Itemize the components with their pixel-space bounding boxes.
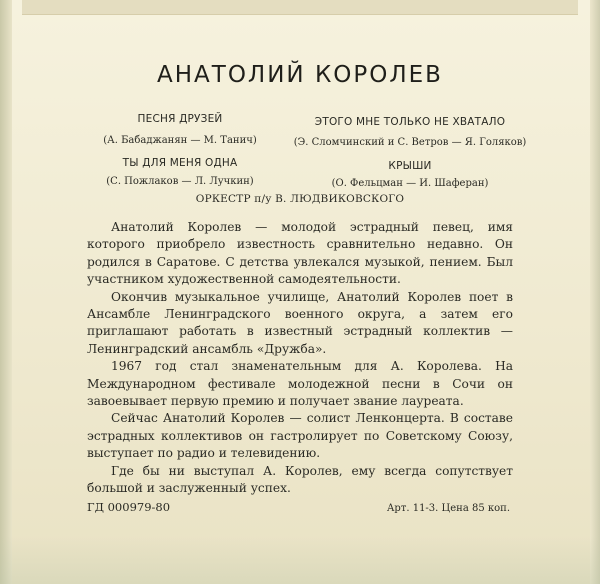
song-credits-1: (А. Бабаджанян — М. Танич) — [103, 135, 257, 146]
bio-paragraph-3: 1967 год стал знаменательным для А. Королева. На Международном фестивале молодежной песни в Сочи он завоевывает первую премию и получает звание лауреата. — [87, 359, 513, 409]
orchestra-credit: ОРКЕСТР п/у В. ЛЮДВИКОВСКОГО — [195, 193, 405, 205]
song-credits-3: (С. Пожлаков — Л. Лучкин) — [106, 176, 254, 187]
song-title-4: КРЫШИ — [388, 160, 432, 172]
song-credits-4: (О. Фельцман — И. Шаферан) — [331, 178, 489, 189]
biography-text — [87, 219, 513, 498]
sleeve-top-flap — [22, 0, 578, 15]
price-line: Арт. 11-3. Цена 85 коп. — [386, 503, 510, 514]
catalog-number: ГД 000979-80 — [87, 500, 171, 514]
song-title-2: ЭТОГО МНЕ ТОЛЬКО НЕ ХВАТАЛО — [314, 116, 506, 128]
sleeve-bottom-shade — [0, 536, 600, 584]
song-credits-2: (Э. Сломчинский и С. Ветров — Я. Голяков) — [293, 137, 527, 148]
bio-paragraph-4: Сейчас Анатолий Королев — солист Ленконцерта. В составе эстрадных коллективов он гастролирует по Советскому Союзу, выступает по радио и телевидению. — [87, 411, 513, 461]
bio-paragraph-1: Анатолий Королев — молодой эстрадный певец, имя которого приобрело известность сравнительно недавно. Он родился в Саратове. С детства увлекался музыкой, пением. Был участником художественной самодеятельности. — [87, 220, 513, 287]
song-title-1: ПЕСНЯ ДРУЗЕЙ — [137, 113, 223, 125]
artist-title: АНАТОЛИЙ КОРОЛЕВ — [157, 62, 443, 88]
bio-paragraph-2: Окончив музыкальное училище, Анатолий Королев поет в Ансамбле Ленинградского военного округа, а затем его приглашают работать в известный эстрадный коллектив — Ленинградский ансамбль «Дружба». — [87, 289, 513, 356]
song-title-3: ТЫ ДЛЯ МЕНЯ ОДНА — [122, 157, 238, 169]
bio-paragraph-5: Где бы ни выступал А. Королев, ему всегда сопутствует большой и заслуженный успех. — [87, 463, 513, 496]
